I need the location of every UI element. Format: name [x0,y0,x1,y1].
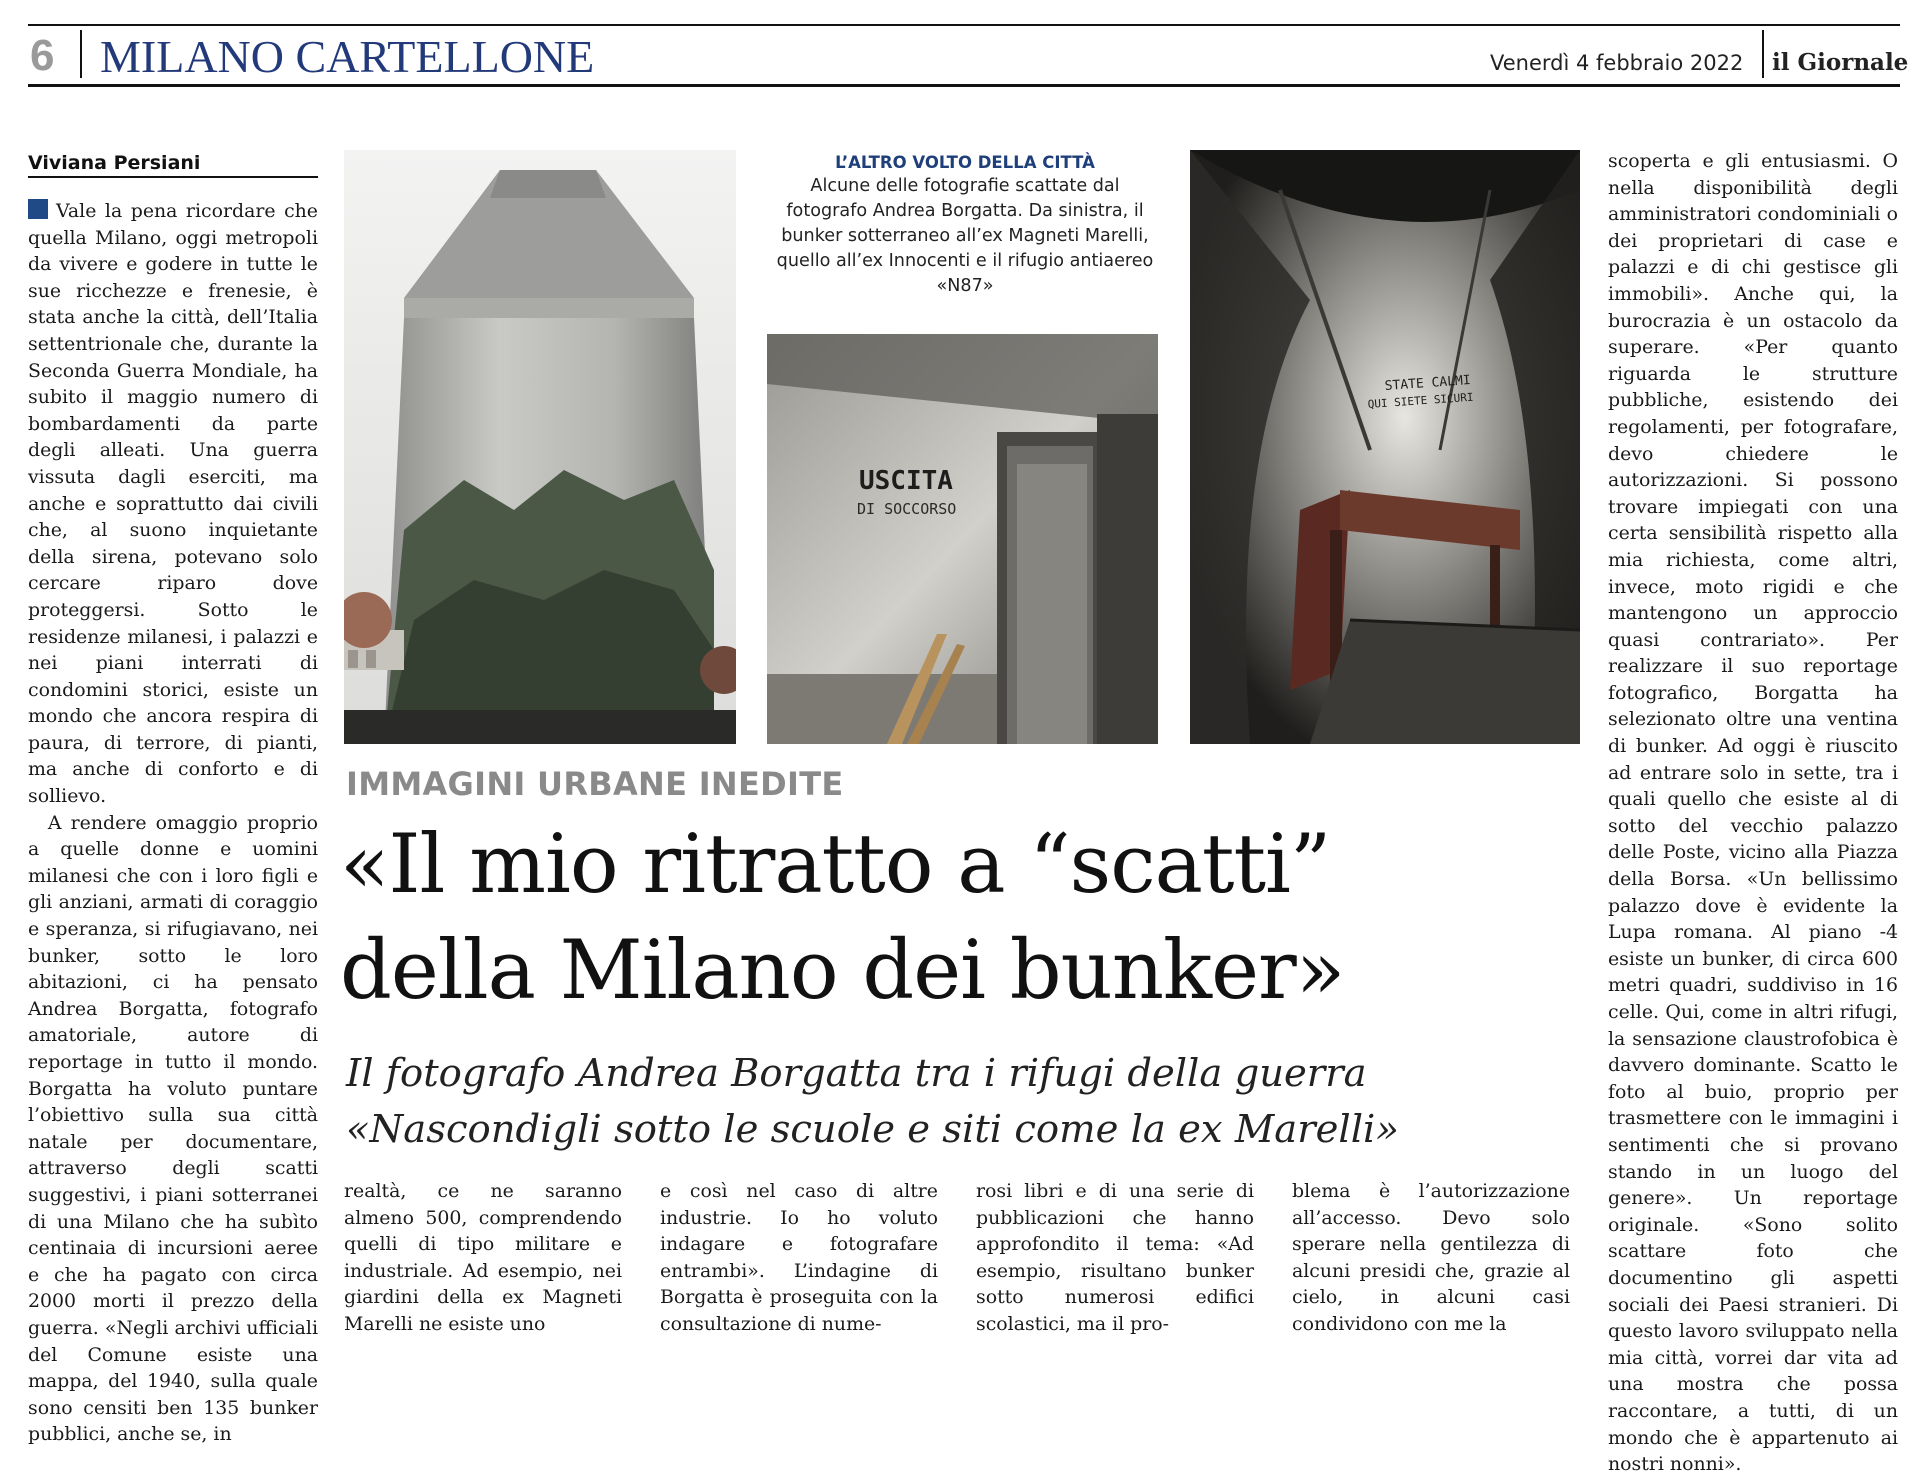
section-title: MILANO CARTELLONE [100,31,595,82]
kicker: IMMAGINI URBANE INEDITE [346,765,844,803]
body-paragraph: scoperta e gli entusiasmi. O nella disponibilità degli amministratori condominiali o dei proprietari di case e palazzi e di chi gestisce gli immobili». Anche qui, la burocrazia è un ostacolo da superare. «Per quanto riguarda le strutture pubbliche, esistendo dei regolamenti, per fotografare, devo chiedere le autorizzazioni. Si possono trovare impiegati con una certa sensibilità rispetto alla mia richiesta, come altri, invece, moto rigidi e che mantengono un approccio quasi contrariato». Per realizzare il suo reportage fotografico, Borgatta ha selezionato oltre una ventina di bunker. Ad oggi è riuscito ad entrare solo in sette, tra i quali quello che esiste al di sotto del vecchio palazzo delle Poste, vicino alla Piazza della Borsa. «Un bellissimo palazzo dove è evidente la Lupa romana. Al piano -4 esiste un bunker, di circa 600 metri quadri, suddiviso in 16 celle. Qui, come in altri rifugi, la sensazione claustrofobica è davvero dominante. Scatto le foto al buio, proprio per trasmettere con le immagini i sentimenti che si provano stando in un luogo del genere». Un reportage originale. «Sono solito scattare foto che documentino gli aspetti sociali dei Paesi stranieri. Di questo lavoro sviluppato nella mia città, vorrei dar vita ad una mostra che possa raccontare, a tutti, di un mondo che è appartenuto ai nostri nonni». [1608,150,1898,1476]
header-rule-bottom [28,84,1900,87]
body-column-3 [660,1178,938,1338]
body-paragraph: rosi libri e di una serie di pubblicazioni che hanno approfondito il tema: «Ad esempio, risultano bunker sotto numerosi edifici scolastici, ma il pro- [976,1180,1254,1335]
headline-line: «Il mio ritratto a “scatti” [340,818,1331,912]
photo-air-raid-shelter [1190,150,1580,744]
header-separator [80,30,82,78]
photo-emergency-exit [767,334,1158,744]
headline-line: della Milano dei bunker» [340,924,1345,1018]
sign-text: DI SOCCORSO [857,500,957,518]
header-rule-top [28,24,1900,26]
photo-caption-title: L’ALTRO VOLTO DELLA CITTÀ [835,153,1095,172]
body-column-4 [976,1178,1254,1338]
body-paragraph: realtà, ce ne saranno almeno 500, comprendendo quelli di tipo militare e industriale. Ad esempio, nei giardini della ex Magneti Marelli ne esiste uno [344,1180,622,1335]
paragraph-bullet-icon [28,199,48,219]
body-column-2 [344,1178,622,1338]
issue-date: Venerdì 4 febbraio 2022 [1490,51,1744,75]
newspaper-name: il Giornale [1772,49,1909,76]
paragraph-text: Vale la pena ricordare che quella Milano, oggi metropoli da vivere e godere in tutte le sue ricchezze e frenesie, è stata anche la città, dell’Italia settentrionale che, durante la Seconda Guerra Mondiale, ha subito il maggio numero di bombardamenti da parte degli alleati. Una guerra vissuta dagli eserciti, ma anche e soprattutto dai civili che, al suono inquietante della sirena, potevano solo cercare riparo dove proteggersi. Sotto le residenze milanesi, i palazzi e nei piani interrati di condomini storici, esiste un mondo che ancora respira di paura, di terrore, di pianti, ma anche di conforto e di sollievo. [28,200,318,808]
sign-text: STATE CALMI [1384,373,1472,394]
body-paragraph: e così nel caso di altre industrie. Io ho voluto indagare e fotografare entrambi». L’indagine di Borgatta è proseguita con la consultazione di nume- [660,1180,938,1335]
headline [340,812,1590,1024]
photo-caption-text: Alcune delle fotografie scattate dal fotografo Andrea Borgatta. Da sinistra, il bunker sotterraneo all’ex Magneti Marelli, quello all’ex Innocenti e il rifugio antiaereo «N87» [776,176,1154,296]
header-separator [1762,30,1764,78]
body-paragraph: A rendere omaggio proprio a quelle donne e uomini milanesi che con i loro figli e gli anziani, armati di coraggio e speranza, si rifugiavano, nei bunker, sotto le loro abitazioni, ci ha pensato Andrea Borgatta, fotografo amatoriale, autore di reportage in tutto il mondo. Borgatta ha voluto puntare l’obiettivo sulla sua città natale per documentare, attraverso degli scatti suggestivi, i piani sotterranei di una Milano che ha subìto centinaia di incursioni aeree e che ha pagato con circa 2000 morti il prezzo della guerra. «Negli archivi ufficiali del Comune esiste una mappa, del 1940, sulla quale sono censiti ben 135 bunker pubblici, anche se, in [28,811,318,1446]
sign-text: USCITA [859,466,953,496]
page-number: 6 [30,31,55,80]
byline-rule [28,176,318,178]
subheadline-line: Il fotografo Andrea Borgatta tra i rifugi della guerra [346,1051,1367,1096]
body-column-6 [1608,148,1898,1478]
author-byline: Viviana Persiani [28,152,201,174]
photo-tower-bunker [344,150,736,744]
body-column-5 [1292,1178,1570,1338]
body-paragraph [28,198,318,810]
subheadline [346,1046,1596,1158]
body-column-1 [28,198,318,1448]
sign-text: QUI SIETE SICURI [1367,390,1474,411]
subheadline-line: «Nascondigli sotto le scuole e siti come la ex Marelli» [346,1107,1399,1152]
body-paragraph: blema è l’autorizzazione all’accesso. Devo solo sperare nella gentilezza di alcuni presidi che, grazie al cielo, in alcuni casi condividono con me la [1292,1180,1570,1335]
